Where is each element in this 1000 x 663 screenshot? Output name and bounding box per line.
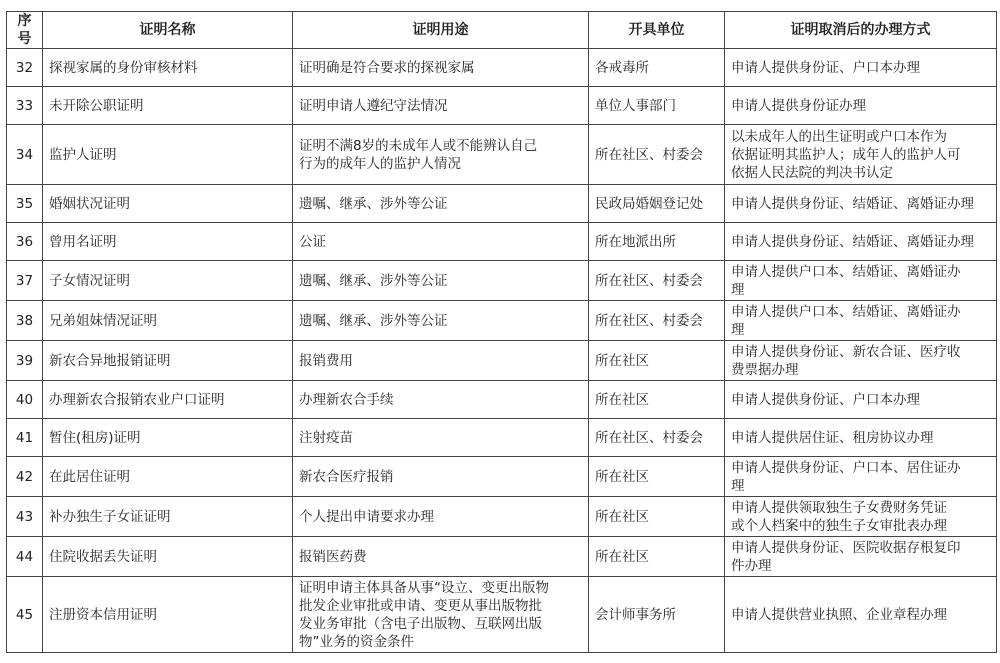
cert-issuer: 所在社区 xyxy=(589,537,725,577)
row-index: 43 xyxy=(7,497,43,537)
row-index: 45 xyxy=(7,577,43,653)
cert-issuer: 所在社区 xyxy=(589,381,725,419)
header-purpose: 证明用途 xyxy=(293,12,589,49)
row-index: 33 xyxy=(7,87,43,125)
table-row xyxy=(7,125,997,185)
table-row xyxy=(7,49,997,87)
row-index: 37 xyxy=(7,261,43,301)
cert-method: 申请人提供身份证、新农合证、医疗收 费票据办理 xyxy=(725,341,997,381)
cert-purpose: 公证 xyxy=(293,223,589,261)
cert-purpose: 遗嘱、继承、涉外等公证 xyxy=(293,301,589,341)
cert-issuer: 所在社区 xyxy=(589,497,725,537)
cert-name: 注册资本信用证明 xyxy=(43,577,293,653)
cert-purpose: 证明不满8岁的未成年人或不能辨认自己 行为的成年人的监护人情况 xyxy=(293,125,589,185)
cert-name: 探视家属的身份审核材料 xyxy=(43,49,293,87)
table-row xyxy=(7,341,997,381)
row-index: 35 xyxy=(7,185,43,223)
cert-purpose: 注射疫苗 xyxy=(293,419,589,457)
certificate-table xyxy=(6,11,997,653)
cert-issuer: 民政局婚姻登记处 xyxy=(589,185,725,223)
cert-name: 住院收据丢失证明 xyxy=(43,537,293,577)
cert-issuer: 所在社区 xyxy=(589,341,725,381)
cert-issuer: 所在社区、村委会 xyxy=(589,261,725,301)
header-name: 证明名称 xyxy=(43,12,293,49)
cert-purpose: 证明申请主体具备从事“设立、变更出版物 批发企业审批或申请、变更从事出版物批 发业务审批（含电子出版物、互联网出版 物”业务的资金条件 xyxy=(293,577,589,653)
cert-issuer: 各戒毒所 xyxy=(589,49,725,87)
cert-name: 暂住(租房)证明 xyxy=(43,419,293,457)
cert-purpose: 新农合医疗报销 xyxy=(293,457,589,497)
cert-method: 申请人提供身份证办理 xyxy=(725,87,997,125)
row-index: 42 xyxy=(7,457,43,497)
cert-name: 监护人证明 xyxy=(43,125,293,185)
row-index: 39 xyxy=(7,341,43,381)
table-row xyxy=(7,185,997,223)
table-row xyxy=(7,261,997,301)
header-issuer: 开具单位 xyxy=(589,12,725,49)
table-row xyxy=(7,87,997,125)
cert-name: 子女情况证明 xyxy=(43,261,293,301)
cert-name: 婚姻状况证明 xyxy=(43,185,293,223)
cert-purpose: 证明申请人遵纪守法情况 xyxy=(293,87,589,125)
table-row xyxy=(7,381,997,419)
cert-method: 申请人提供身份证、户口本办理 xyxy=(725,381,997,419)
row-index: 44 xyxy=(7,537,43,577)
cert-issuer: 会计师事务所 xyxy=(589,577,725,653)
cert-method: 申请人提供户口本、结婚证、离婚证办 理 xyxy=(725,261,997,301)
cert-method: 申请人提供身份证、户口本、居住证办 理 xyxy=(725,457,997,497)
table-row xyxy=(7,457,997,497)
cert-method: 申请人提供营业执照、企业章程办理 xyxy=(725,577,997,653)
header-row xyxy=(7,12,997,49)
cert-purpose: 办理新农合手续 xyxy=(293,381,589,419)
cert-issuer: 所在社区 xyxy=(589,457,725,497)
cert-name: 新农合异地报销证明 xyxy=(43,341,293,381)
table-row xyxy=(7,537,997,577)
cert-issuer: 所在社区、村委会 xyxy=(589,301,725,341)
cert-purpose: 证明确是符合要求的探视家属 xyxy=(293,49,589,87)
cert-purpose: 报销医药费 xyxy=(293,537,589,577)
cert-purpose: 个人提出申请要求办理 xyxy=(293,497,589,537)
table-row xyxy=(7,301,997,341)
cert-method: 申请人提供身份证、结婚证、离婚证办理 xyxy=(725,185,997,223)
cert-name: 未开除公职证明 xyxy=(43,87,293,125)
table-row xyxy=(7,577,997,653)
row-index: 41 xyxy=(7,419,43,457)
row-index: 34 xyxy=(7,125,43,185)
cert-purpose: 遗嘱、继承、涉外等公证 xyxy=(293,185,589,223)
cert-purpose: 报销费用 xyxy=(293,341,589,381)
table-row xyxy=(7,419,997,457)
cert-method: 申请人提供户口本、结婚证、离婚证办 理 xyxy=(725,301,997,341)
cert-name: 补办独生子女证证明 xyxy=(43,497,293,537)
cert-issuer: 所在地派出所 xyxy=(589,223,725,261)
cert-method: 申请人提供身份证、结婚证、离婚证办理 xyxy=(725,223,997,261)
header-index: 序号 xyxy=(7,12,43,49)
row-index: 38 xyxy=(7,301,43,341)
cert-name: 曾用名证明 xyxy=(43,223,293,261)
cert-method: 申请人提供居住证、租房协议办理 xyxy=(725,419,997,457)
cert-method: 申请人提供身份证、医院收据存根复印 件办理 xyxy=(725,537,997,577)
cert-method: 以未成年人的出生证明或户口本作为 依据证明其监护人；成年人的监护人可 依据人民法院的判决书认定 xyxy=(725,125,997,185)
cert-purpose: 遗嘱、继承、涉外等公证 xyxy=(293,261,589,301)
row-index: 36 xyxy=(7,223,43,261)
table-row xyxy=(7,497,997,537)
cert-issuer: 单位人事部门 xyxy=(589,87,725,125)
cert-issuer: 所在社区、村委会 xyxy=(589,125,725,185)
cert-name: 兄弟姐妹情况证明 xyxy=(43,301,293,341)
cert-method: 申请人提供领取独生子女费财务凭证 或个人档案中的独生子女审批表办理 xyxy=(725,497,997,537)
table-row xyxy=(7,223,997,261)
row-index: 40 xyxy=(7,381,43,419)
cert-name: 办理新农合报销农业户口证明 xyxy=(43,381,293,419)
header-method: 证明取消后的办理方式 xyxy=(725,12,997,49)
cert-name: 在此居住证明 xyxy=(43,457,293,497)
cert-method: 申请人提供身份证、户口本办理 xyxy=(725,49,997,87)
cert-issuer: 所在社区、村委会 xyxy=(589,419,725,457)
row-index: 32 xyxy=(7,49,43,87)
